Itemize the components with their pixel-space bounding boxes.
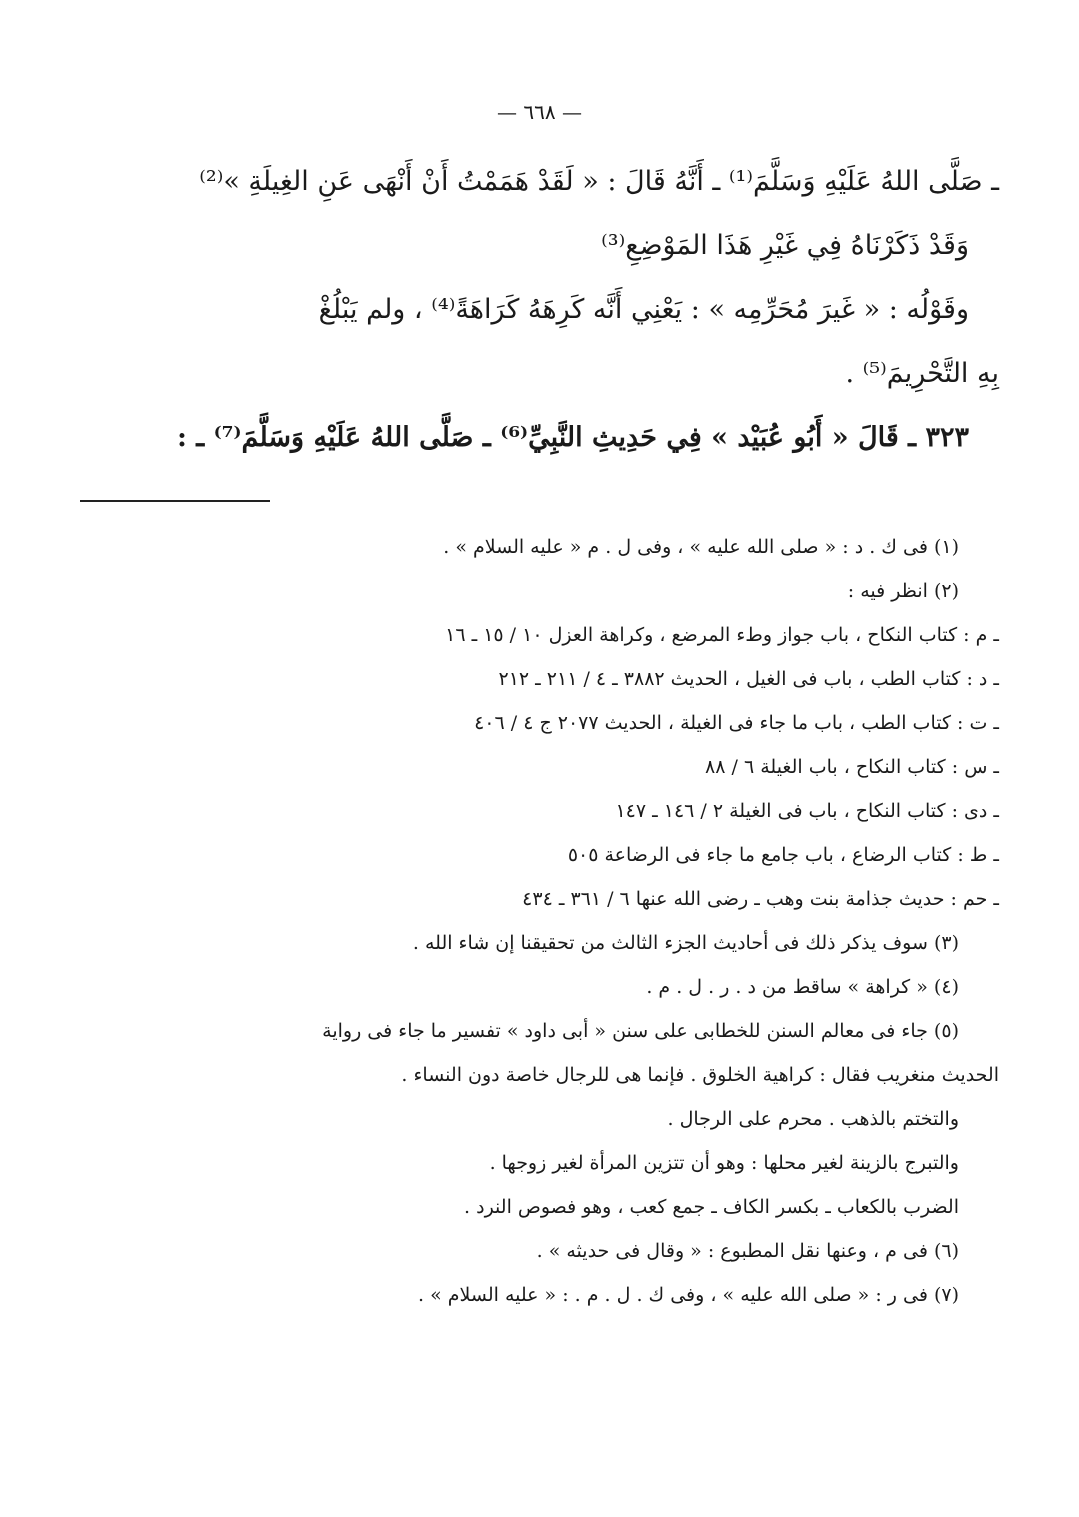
footnote-6: (٦) فى م ، وعنها نقل المطبوع : « وقال فى حديثه » . (536, 1240, 959, 1262)
footnote-5: (٥) جاء فى معالم السنن للخطابى على سنن « أبى داود » تفسير ما جاء فى رواية (322, 1020, 959, 1042)
footnotes-block (69, 525, 999, 1317)
footnote-2-source-di: ـ دى : كتاب النكاح ، باب فى الغيلة ٢ / ١٤٦ ـ ١٤٧ (615, 800, 999, 822)
footnote-1: (١) فى ك . د : « صلى الله عليه » ، وفى ل . م « عليه السلام » . (443, 536, 959, 558)
page-number: — ٦٦٨ — (497, 100, 582, 124)
main-line-3: وقَوْلُه : « غَيرَ مُحَرِّمِه » : يَعْنِي أَنَّه كَرِهَهُ كَرَاهَةً⁽⁴⁾ ، ولم يَبْلُغْ (318, 294, 969, 325)
footnote-2-source-m: ـ م : كتاب النكاح ، باب جواز وطء المرضع ، وكراهة العزل ١٠ / ١٥ ـ ١٦ (445, 624, 999, 646)
footnote-2-source-d: ـ د : كتاب الطب ، باب فى الغيل ، الحديث ٣٨٨٢ ـ ٤ / ٢١١ ـ ٢١٢ (498, 668, 999, 690)
footnote-separator (80, 500, 270, 502)
main-text-block (79, 150, 999, 470)
footnote-5-item-3: الضرب بالكعاب ـ بكسر الكاف ـ جمع كعب ، وهو فصوص النرد . (464, 1196, 959, 1218)
main-line-2: وَقَدْ ذَكَرْنَاهُ فِي غَيْرِ هَذَا المَوْضِعِ⁽³⁾ (601, 230, 969, 261)
footnote-4: (٤) « كراهة » ساقط من د . ر . ل . م . (646, 976, 959, 998)
footnote-2-source-s: ـ س : كتاب النكاح ، باب الغيلة ٦ / ٨٨ (705, 756, 999, 778)
main-line-1: ـ صَلَّى اللهُ عَلَيْهِ وَسَلَّمَ⁽¹⁾ ـ أَنَّهُ قَالَ : « لَقَدْ هَمَمْتُ أَنْ أَنْهَى عَنِ الغِيلَةِ »⁽²⁾ (199, 166, 999, 197)
footnote-7: (٧) فى ر : « صلى الله عليه » ، وفى ك . ل . م . : « عليه السلام » . (418, 1284, 959, 1306)
footnote-2-source-t: ـ ت : كتاب الطب ، باب ما جاء فى الغيلة ، الحديث ٢٠٧٧ ج ٤ / ٤٠٦ (474, 712, 999, 734)
footnote-2-source-t2: ـ ط : كتاب الرضاع ، باب جامع ما جاء فى الرضاعة ٥٠٥ (567, 844, 999, 866)
footnote-5-item-2: والتبرج بالزينة لغير محلها : وهو أن تتزين المرأة لغير زوجها . (489, 1152, 959, 1174)
main-line-4: بِهِ التَّحْرِيمَ⁽⁵⁾ . (845, 358, 999, 389)
footnote-3: (٣) سوف يذكر ذلك فى أحاديث الجزء الثالث من تحقيقنا إن شاء الله . (412, 932, 959, 954)
footnote-5-item-1: والتختم بالذهب . محرم على الرجال . (667, 1108, 959, 1130)
footnote-2-source-hm: ـ حم : حديث جذامة بنت وهب ـ رضى الله عنها ٦ / ٣٦١ ـ ٤٣٤ (522, 888, 999, 910)
hadith-heading-323: ٣٢٣ ـ قَالَ « أَبُو عُبَيْد » فِي حَدِيثِ النَّبِيِّ⁽⁶⁾ ـ صَلَّى اللهُ عَلَيْهِ وَسَلَّمَ⁽⁷⁾ ـ : (176, 422, 969, 453)
footnote-5-continued: الحديث منغريب فقال : كراهية الخلوق . فإنما هى للرجال خاصة دون النساء . (401, 1064, 999, 1086)
footnote-2: (٢) انظر فيه : (847, 580, 959, 602)
